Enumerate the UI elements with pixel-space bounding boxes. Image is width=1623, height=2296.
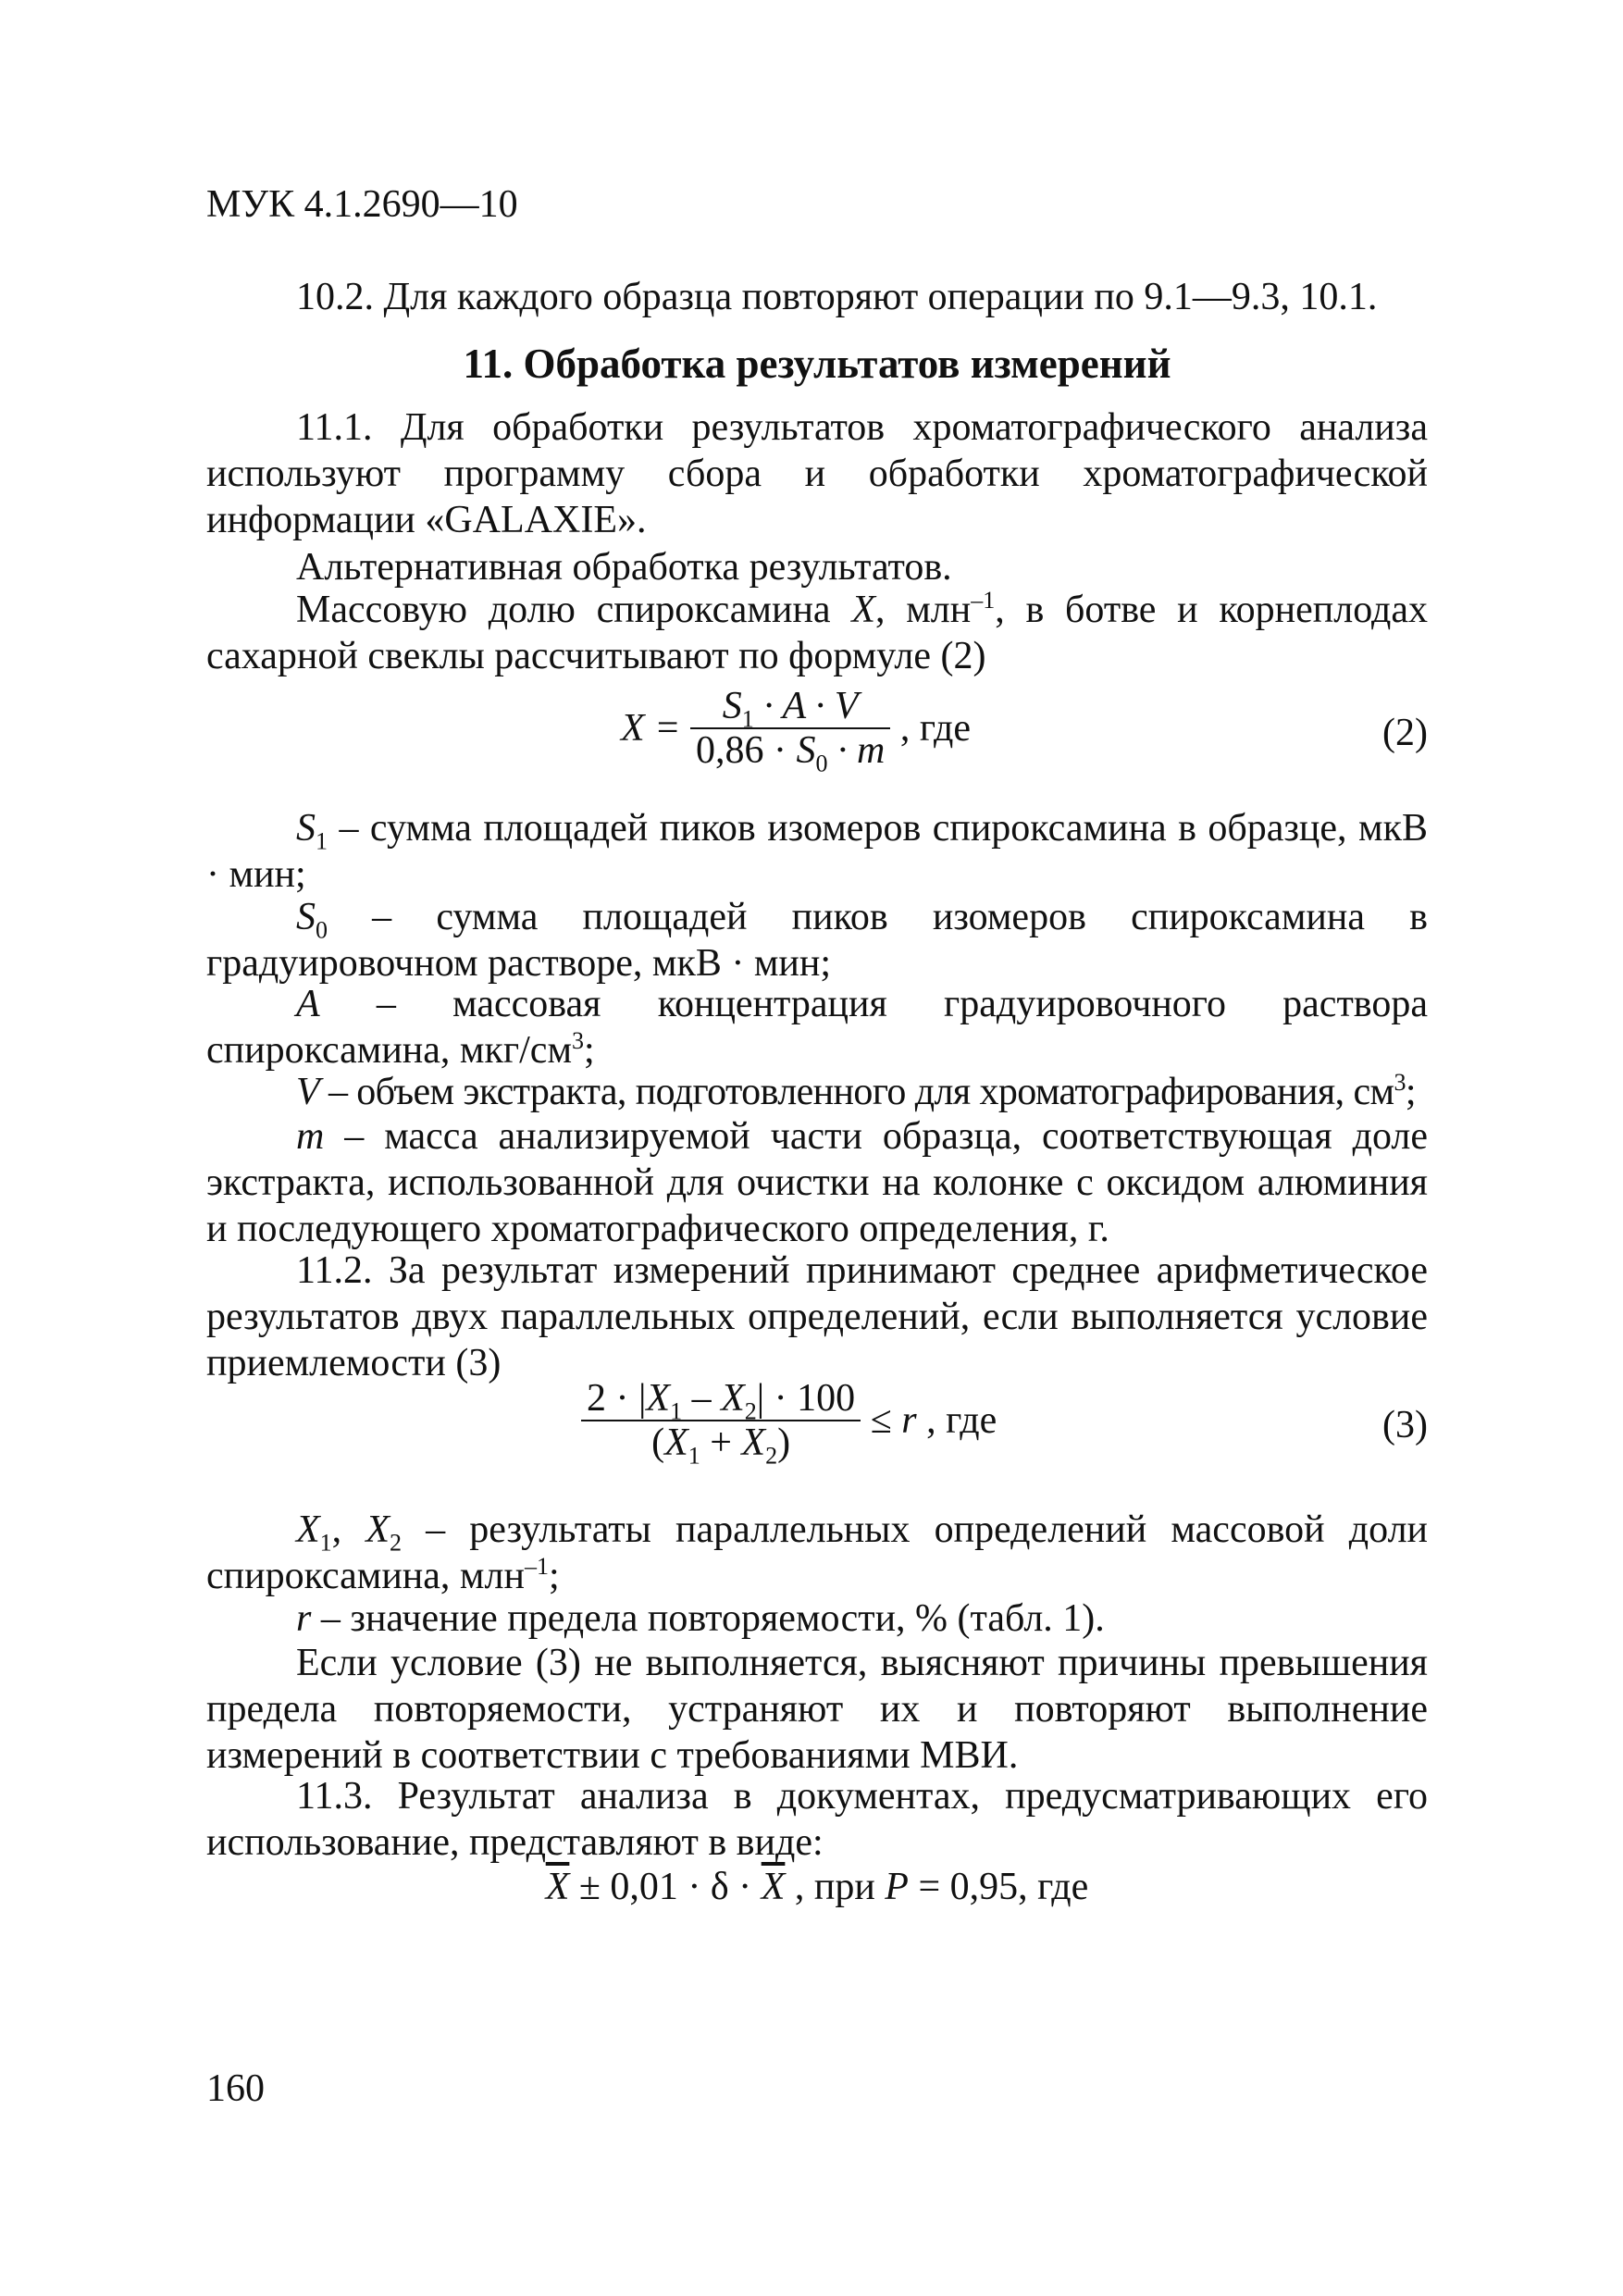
formula-2-numerator: $S_1 \cdot A \cdot V$ <box>690 685 890 729</box>
running-header: МУК 4.1.2690—10 <box>206 183 518 226</box>
formula-2 <box>206 685 1428 787</box>
paragraph-11-1: 11.1. Для обработки результатов хроматографического анализа используют программу сбора и обработки хроматографической информации «GALAXIE». <box>206 406 1428 541</box>
paragraph-alternative: Альтернативная обработка результатов. <box>296 546 952 589</box>
definition-x1-x2: $X_1$, $X_2$ – результаты параллельных определений массовой доли спироксамина, млн$^{-1}$; <box>206 1508 1429 1597</box>
formula-2-number: (2) <box>1382 712 1428 754</box>
paragraph-11-2: 11.2. За результат измерений принимают среднее арифметическое результатов двух параллельных определений, если выполняется условие приемлемости (3) <box>206 1249 1428 1384</box>
formula-3-number: (3) <box>1382 1404 1428 1446</box>
definition-s1: $S_1$ – сумма площадей пиков изомеров спироксамина в образце, мкВ · мин; <box>206 807 1428 896</box>
formula-2-fraction <box>690 685 890 777</box>
formula-2-denominator: $0,86 \cdot S_0 \cdot m$ <box>696 729 886 777</box>
definition-v: V – объем экстракта, подготовленного для хроматографирования, $см^3$; <box>296 1069 1416 1113</box>
formula-2-body <box>621 685 972 777</box>
paragraph-10-2: 10.2. Для каждого образца повторяют операции по 9.1—9.3, 10.1. <box>296 276 1378 318</box>
formula-3-numerator: $2 \cdot |X_1 - X_2| \cdot 100$ <box>581 1377 861 1421</box>
definition-m: m – масса анализируемой части образца, соответствующая доле экстракта, использованной для очистки на колонке с оксидом алюминия и последующего хроматографического определения, г. <box>206 1115 1428 1250</box>
definition-r: r – значение предела повторяемости, % (табл. 1). <box>296 1597 1105 1640</box>
formula-3-relation: ≤ r , где <box>870 1399 997 1442</box>
page-number: 160 <box>206 2067 265 2110</box>
paragraph-mass-fraction: Массовую долю спироксамина X, млн$^{-1}$, в ботве и корнеплодах сахарной свеклы рассчитывают по формуле (2) <box>206 587 1428 677</box>
formula-2-lhs: X = <box>621 707 681 750</box>
definition-s0: $S_0$ – сумма площадей пиков изомеров спироксамина в градуировочном растворе, мкВ · мин; <box>206 896 1428 985</box>
formula-3-denominator: $(X_1 + X_2)$ <box>651 1421 791 1470</box>
section-title: 11. Обработка результатов измерений <box>463 341 1171 387</box>
definition-a: A – массовая концентрация градуировочного раствора спироксамина, мкг/$см^3$; <box>206 983 1428 1072</box>
formula-2-tail: , где <box>899 707 972 750</box>
formula-3 <box>206 1377 1428 1479</box>
paragraph-condition: Если условие (3) не выполняется, выясняют причины превышения предела повторяемости, устраняют их и повторяют выполнение измерений в соответствии с требованиями МВИ. <box>206 1642 1428 1777</box>
formula-3-body <box>581 1377 997 1470</box>
formula-result: $\overline{X} \pm 0,01 \cdot \delta \cdot \overline{X}$ , при P = 0,95, где <box>545 1866 1089 1908</box>
formula-3-fraction <box>581 1377 861 1470</box>
paragraph-11-3: 11.3. Результат анализа в документах, предусматривающих его использование, представляют в виде: <box>206 1775 1428 1864</box>
